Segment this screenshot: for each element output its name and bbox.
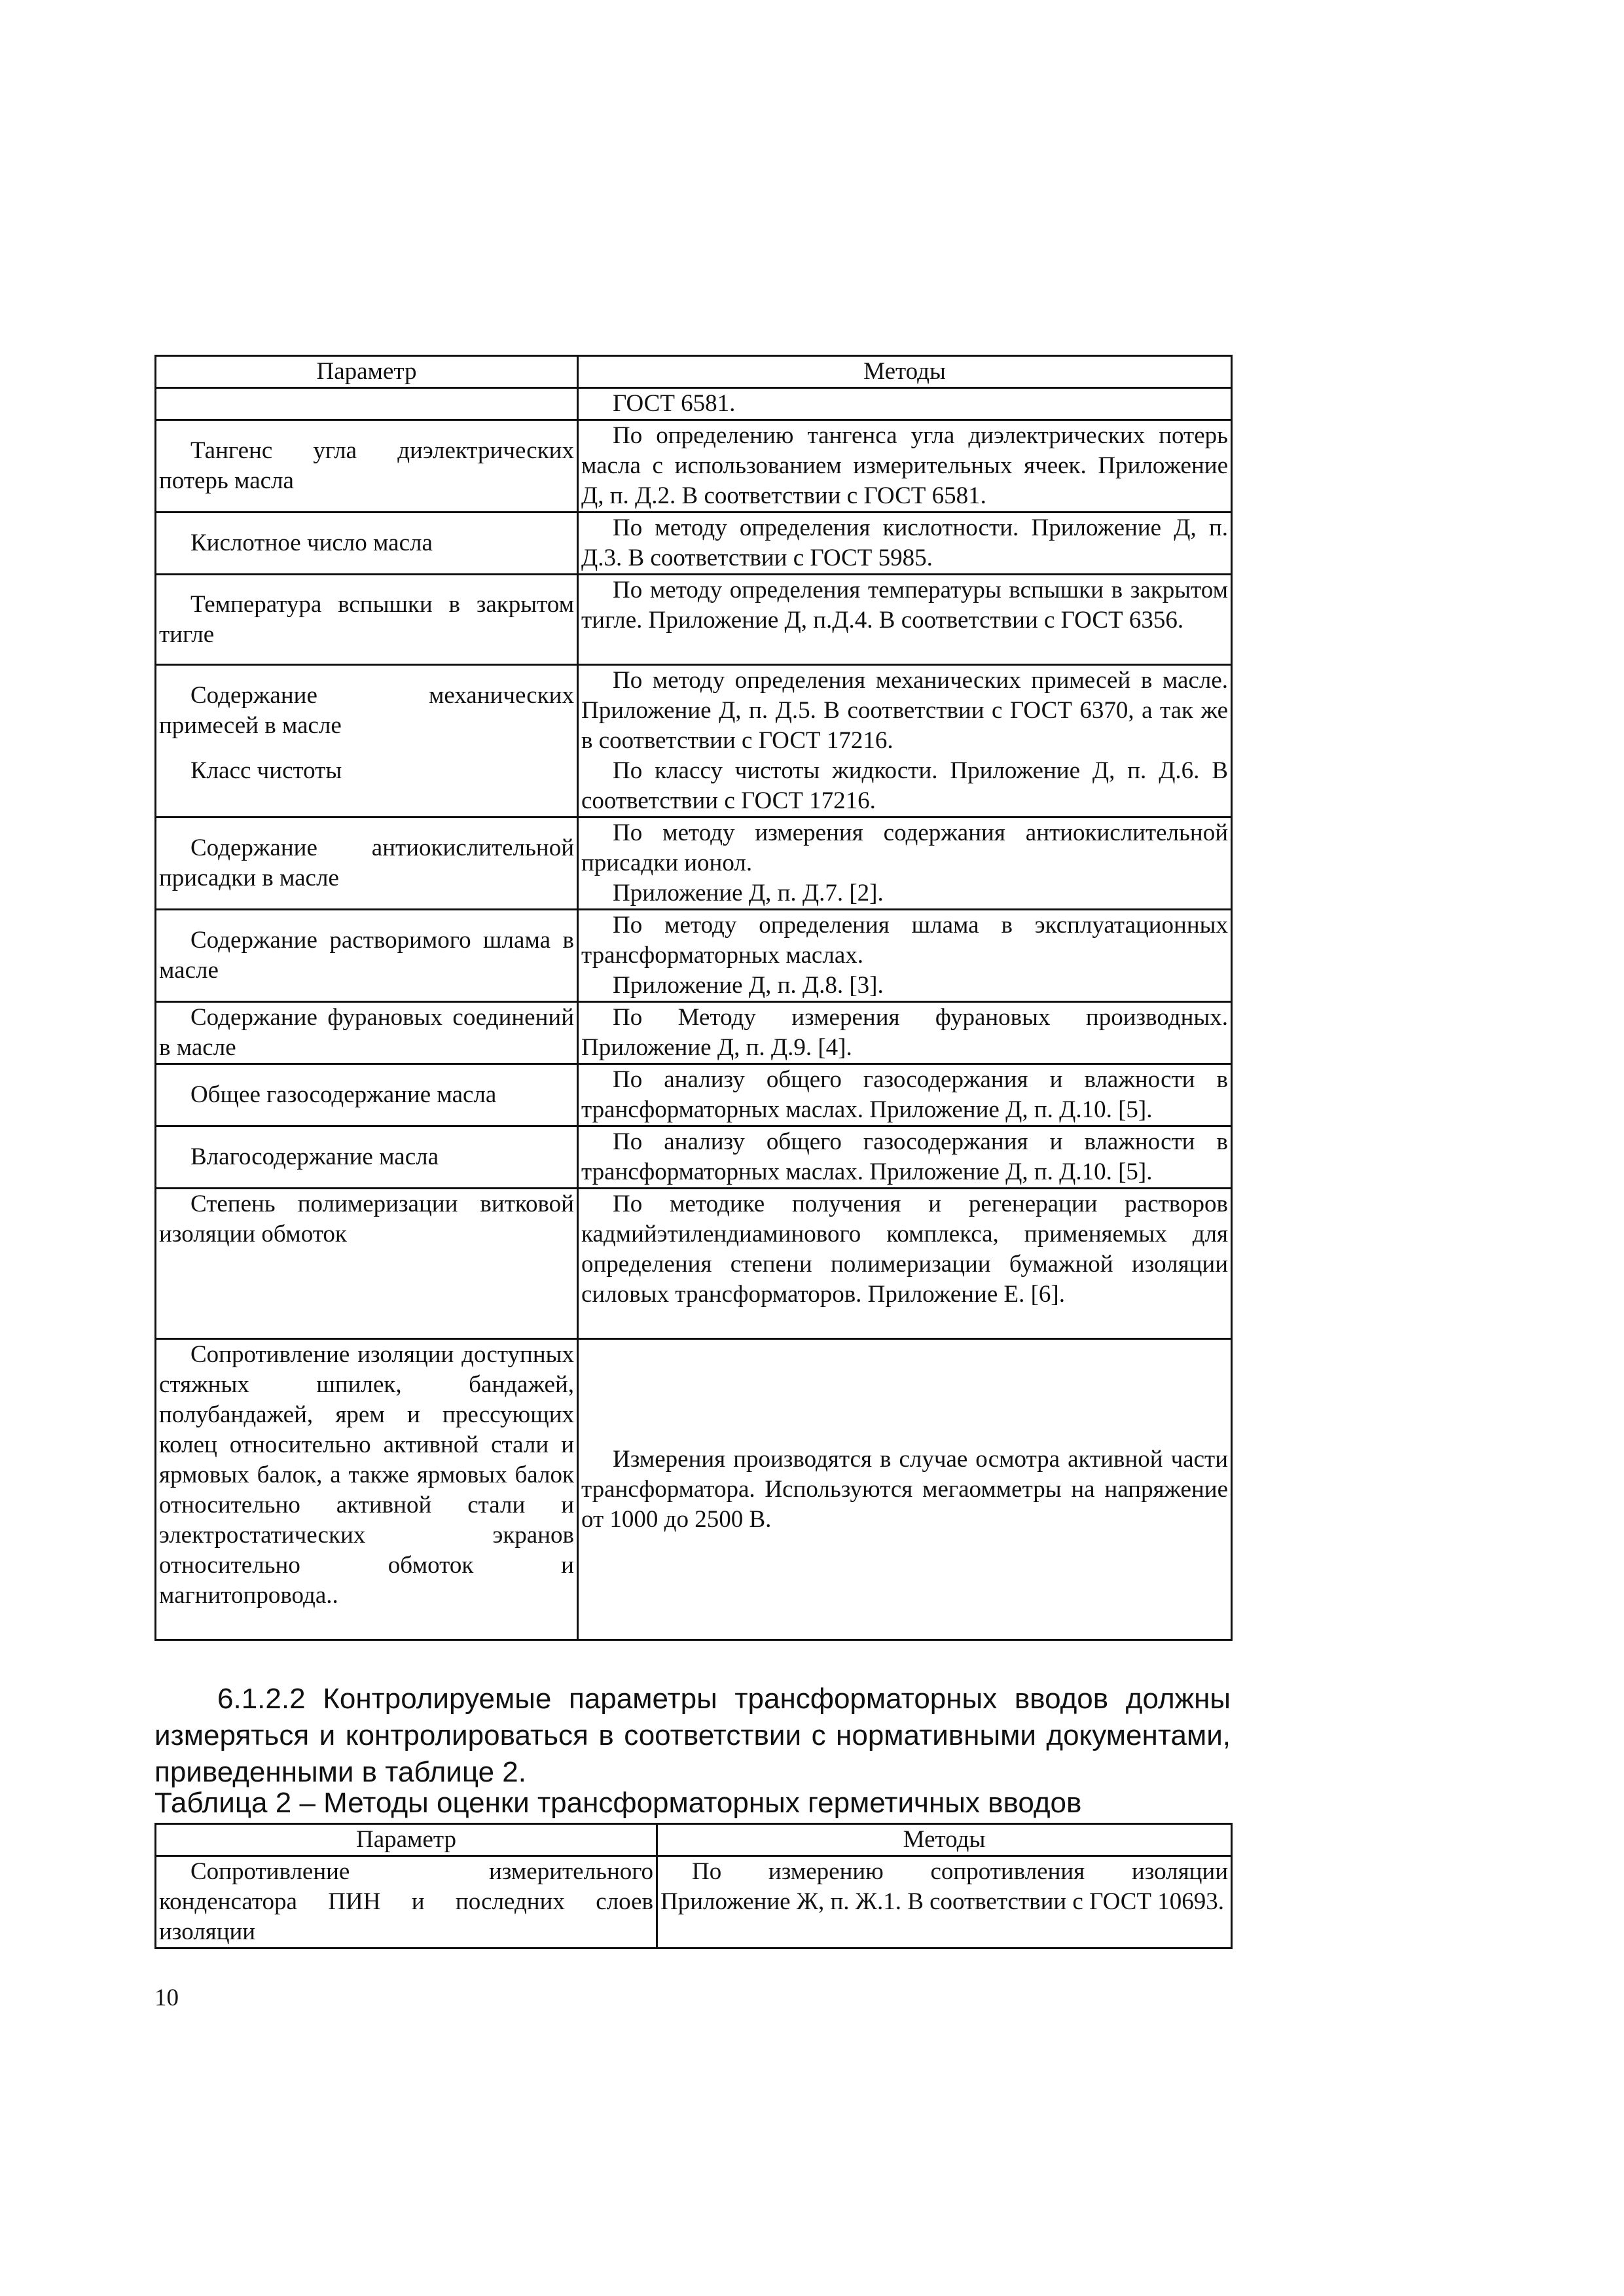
- table-row: [156, 420, 1232, 512]
- header-methods: Методы: [578, 356, 1232, 388]
- param-cell: Кислотное число масла: [156, 512, 578, 575]
- methods-cell: По методу определения кислотности. Приложение Д, п. Д.3. В соответствии с ГОСТ 5985.: [578, 512, 1232, 575]
- table-row: [156, 665, 1232, 817]
- table-row: [156, 1126, 1232, 1189]
- header-param: Параметр: [156, 356, 578, 388]
- table-row: [156, 910, 1232, 1002]
- methods-cell: По определению тангенса угла диэлектрических потерь масла с использованием измерительных ячеек. Приложение Д, п. Д.2. В соответствии с ГОСТ 6581.: [578, 420, 1232, 512]
- paragraph-6-1-2-2: 6.1.2.2 Контролируемые параметры трансформаторных вводов должны измеряться и контролироваться в соответствии с нормативными документами, приведенными в таблице 2.: [154, 1683, 1231, 1788]
- table-2: [154, 1823, 1233, 1949]
- param-cell: Содержание фурановых соединений в масле: [156, 1002, 578, 1064]
- param-text-secondary: Класс чистоты: [190, 757, 342, 784]
- methods-text-secondary: Приложение Д, п. Д.7. [2].: [613, 880, 884, 906]
- param-cell: Тангенс угла диэлектрических потерь масла: [156, 420, 578, 512]
- methods-text-secondary: Приложение Д, п. Д.8. [3].: [613, 972, 884, 999]
- table-row: [156, 1002, 1232, 1064]
- param-text: Содержание механических примесей в масле: [159, 682, 574, 739]
- param-cell: [156, 665, 578, 817]
- param-cell: Сопротивление изоляции доступных стяжных шпилек, бандажей, полубандажей, ярем и прессующих колец относительно активной стали и ярмовых балок, а также ярмовых балок относительно активной стали и электростатических экранов относительно обмоток и магнитопровода..: [156, 1339, 578, 1640]
- table-row: [156, 575, 1232, 665]
- param-cell: Содержание растворимого шлама в масле: [156, 910, 578, 1002]
- page-number: 10: [154, 1984, 179, 2011]
- methods-cell: По анализу общего газосодержания и влажности в трансформаторных маслах. Приложение Д, п. Д.10. [5].: [578, 1064, 1232, 1126]
- header-methods: Методы: [657, 1824, 1232, 1856]
- methods-text: По методу определения шлама в эксплуатационных трансформаторных маслах.: [581, 912, 1228, 969]
- table-2-caption: Таблица 2 – Методы оценки трансформаторных герметичных вводов: [154, 1787, 1082, 1819]
- methods-text: По методу измерения содержания антиокислительной присадки ионол.: [581, 819, 1228, 876]
- param-cell: Сопротивление измерительного конденсатора ПИН и последних слоев изоляции: [156, 1856, 657, 1948]
- methods-cell: [578, 910, 1232, 1002]
- table-row: [156, 1064, 1232, 1126]
- methods-cell: Измерения производятся в случае осмотра активной части трансформатора. Используются мегаомметры на напряжение от 1000 до 2500 В.: [578, 1339, 1232, 1640]
- methods-cell: По измерению сопротивления изоляции Приложение Ж, п. Ж.1. В соответствии с ГОСТ 10693.: [657, 1856, 1232, 1948]
- table-row: [156, 1339, 1232, 1640]
- param-cell: Влагосодержание масла: [156, 1126, 578, 1189]
- methods-cell: ГОСТ 6581.: [578, 388, 1232, 420]
- table-row: [156, 388, 1232, 420]
- methods-cell: По анализу общего газосодержания и влажности в трансформаторных маслах. Приложение Д, п. Д.10. [5].: [578, 1126, 1232, 1189]
- methods-cell: [578, 817, 1232, 910]
- table-row: [156, 1856, 1232, 1948]
- param-cell: Общее газосодержание масла: [156, 1064, 578, 1126]
- table-row: [156, 512, 1232, 575]
- methods-text: По методу определения механических примесей в масле. Приложение Д, п. Д.5. В соответствии с ГОСТ 6370, а так же в соответствии с ГОСТ 17216.: [581, 667, 1228, 754]
- param-cell: Содержание антиокислительной присадки в масле: [156, 817, 578, 910]
- param-cell: Степень полимеризации витковой изоляции обмоток: [156, 1189, 578, 1339]
- methods-text-secondary: По классу чистоты жидкости. Приложение Д, п. Д.6. В соответствии с ГОСТ 17216.: [581, 757, 1228, 814]
- table-header-row: [156, 1824, 1232, 1856]
- methods-cell: По методике получения и регенерации растворов кадмийэтилендиаминового комплекса, применяемых для определения степени полимеризации бумажной изоляции силовых трансформаторов. Приложение Е. [6].: [578, 1189, 1232, 1339]
- methods-cell: По Методу измерения фурановых производных. Приложение Д, п. Д.9. [4].: [578, 1002, 1232, 1064]
- methods-cell: По методу определения температуры вспышки в закрытом тигле. Приложение Д, п.Д.4. В соответствии с ГОСТ 6356.: [578, 575, 1232, 665]
- table-row: [156, 817, 1232, 910]
- header-param: Параметр: [156, 1824, 657, 1856]
- table-header-row: [156, 356, 1232, 388]
- table-row: [156, 1189, 1232, 1339]
- methods-cell: [578, 665, 1232, 817]
- param-cell: [156, 388, 578, 420]
- param-cell: Температура вспышки в закрытом тигле: [156, 575, 578, 665]
- table-1-continuation: [154, 355, 1233, 1641]
